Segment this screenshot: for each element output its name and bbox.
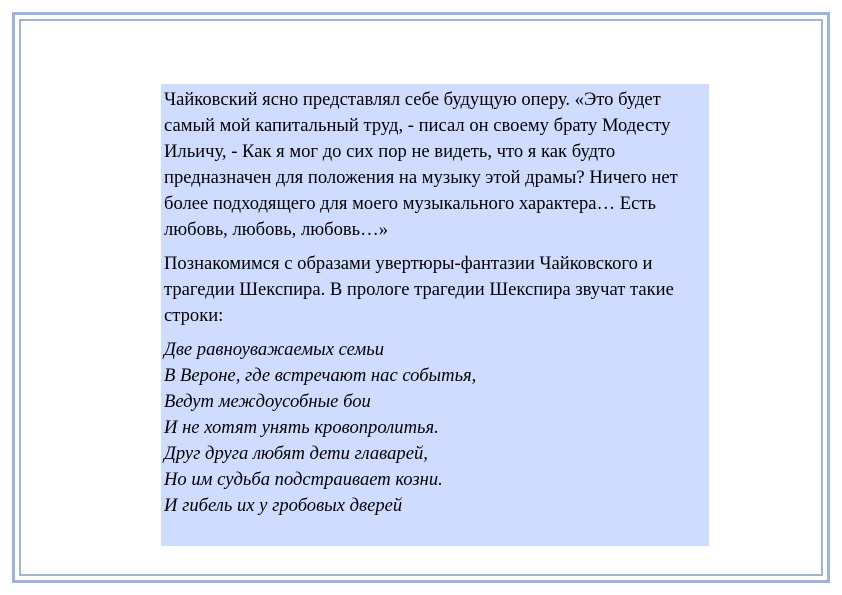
poem-line: И гибель их у гробовых дверей <box>164 495 403 516</box>
text-box <box>161 84 709 546</box>
poem-line: Друг друга любят дети главарей, <box>164 443 428 464</box>
poem-line: Ведут междоусобные бои <box>164 391 371 412</box>
poem-line: Но им судьба подстраивает козни. <box>164 469 443 490</box>
poem-line: Две равноуважаемых семьи <box>164 339 385 360</box>
poem-line: В Вероне, где встречают нас событья, <box>164 365 477 386</box>
poem-prologue <box>164 337 706 519</box>
paragraph-shakespeare-intro: Познакомимся с образами увертюры-фантазии Чайковского и трагедии Шекспира. В прологе трагедии Шекспира звучат такие строки: <box>164 253 674 326</box>
poem-line: И не хотят унять кровопролитья. <box>164 417 439 438</box>
paragraph-tchaikovsky-quote: Чайковский ясно представлял себе будущую оперу. «Это будет самый мой капитальный труд, - писал он своему брату Модесту Ильичу, - Как я мог до сих пор не видеть, что я как будто предназначен для положения на музыку этой драмы? Ничего нет более подходящего для моего музыкального характера… Есть любовь, любовь, любовь…» <box>164 89 678 240</box>
